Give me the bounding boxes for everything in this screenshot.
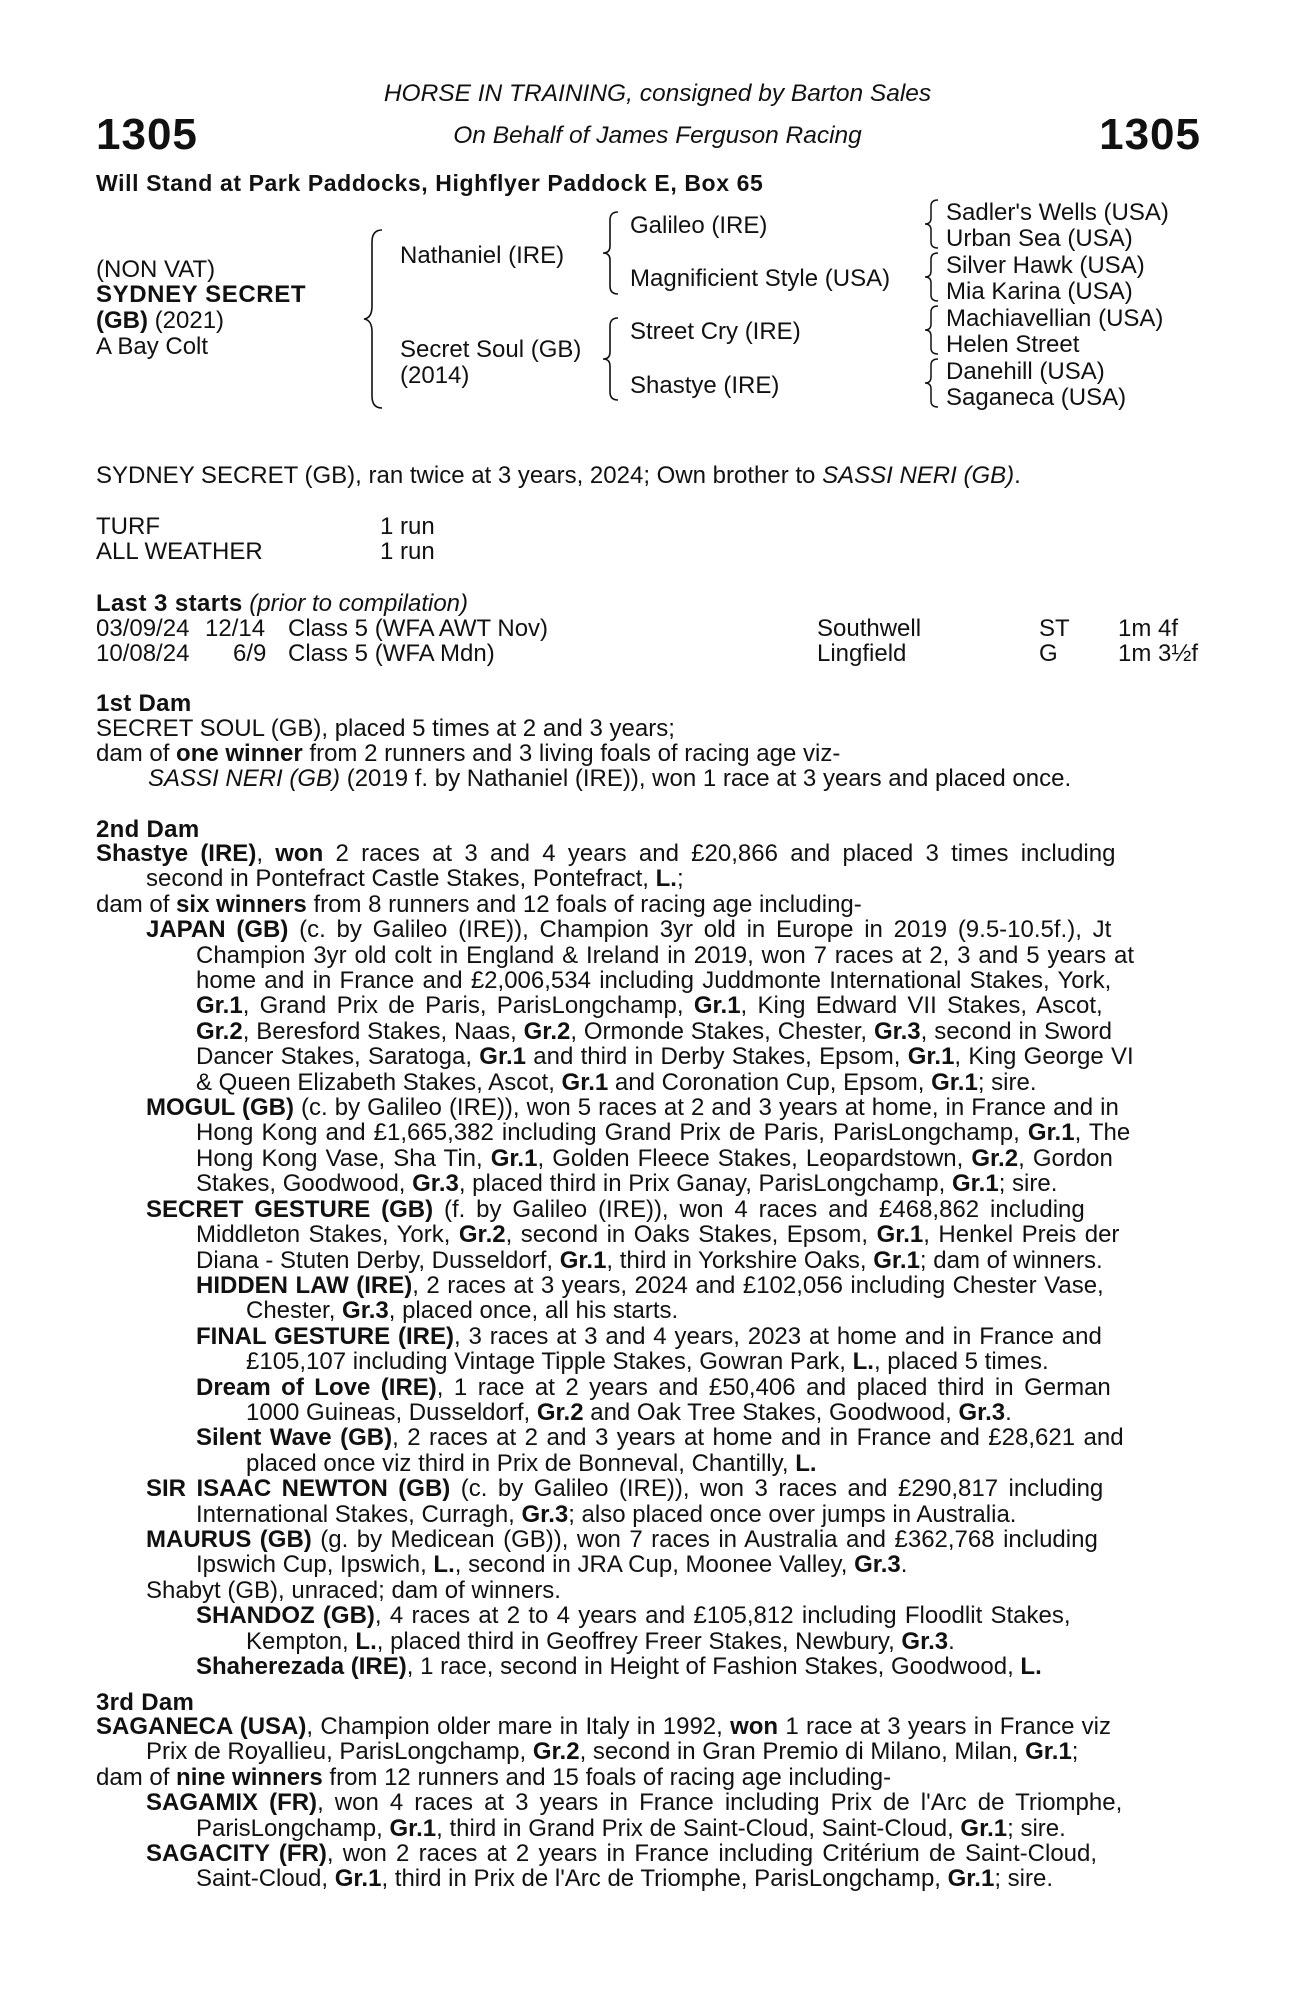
progeny-mogul-cont: Hong Kong Vase, Sha Tin, Gr.1, Golden Fleece Stakes, Leopardstown, Gr.2, Gordon [196,1144,1113,1172]
progeny-japan-cont: Champion 3yr old colt in England & Ireland in 2019, won 7 races at 2, 3 and 5 years at [196,941,1135,969]
progeny-final-gesture-cont: £105,107 including Vintage Tipple Stakes, Gowran Park, L., placed 5 times. [246,1348,1049,1376]
pedigree-dam: Secret Soul (GB) [400,336,582,363]
produce-line: dam of six winners from 8 runners and 12 foals of racing age including- [96,890,862,918]
progeny-japan-cont: home and in France and £2,006,534 including Juddmonte International Stakes, York, [196,967,1112,995]
start-course: Southwell [817,615,922,642]
progeny-mogul-cont: Hong Kong and £1,665,382 including Grand Prix de Paris, ParisLongchamp, Gr.1, The [196,1119,1131,1147]
progeny-japan-cont: & Queen Elizabeth Stakes, Ascot, Gr.1 and Coronation Cup, Epsom, Gr.1; sire. [196,1068,1037,1096]
progeny-shaherezada: Shaherezada (IRE), 1 race, second in Height of Fashion Stakes, Goodwood, L. [196,1653,1042,1680]
last-starts-heading: Last 3 starts (prior to compilation) [96,590,469,617]
progeny-sir-isaac-newton: SIR ISAAC NEWTON (GB) (c. by Galileo (IRE)), won 3 races and £290,817 including [146,1475,1104,1503]
pedigree-sdd: Mia Karina (USA) [946,278,1133,305]
start-distance: 1m 3½f [1118,640,1199,667]
lot-number-right: 1305 [1099,110,1201,159]
progeny-secret-gesture: SECRET GESTURE (GB) (f. by Galileo (IRE)), won 4 races and £468,862 including [146,1195,1085,1223]
progeny-silent-wave: Silent Wave (GB), 2 races at 2 and 3 years at home and in France and £28,621 and [196,1424,1124,1452]
first-dam-heading: 1st Dam [96,690,192,717]
first-dam-line: SECRET SOUL (GB), placed 5 times at 2 and 3 years; [96,715,675,742]
pedigree-brace-ss [922,198,942,250]
start-class: Class 5 (WFA AWT Nov) [288,615,549,642]
pedigree-brace-sd [922,251,942,303]
progeny-maurus-cont: Ipswich Cup, Ipswich, L., second in JRA Cup, Moonee Valley, Gr.3. [196,1551,908,1579]
start-distance: 1m 4f [1118,615,1179,642]
third-dam-heading: 3rd Dam [96,1689,195,1716]
progeny-sagamix: SAGAMIX (FR), won 4 races at 3 years in France including Prix de l'Arc de Triomphe, [146,1789,1123,1817]
pedigree-dam-sire: Street Cry (IRE) [630,318,801,345]
pedigree-sds: Silver Hawk (USA) [946,252,1145,279]
progeny-japan-cont: Gr.2, Beresford Stakes, Naas, Gr.2, Ormonde Stakes, Chester, Gr.3, second in Sword [196,1017,1113,1045]
pedigree-entry-cont: second in Pontefract Castle Stakes, Pontefract, L.; [146,865,684,893]
pedigree-entry-cont: Prix de Royallieu, ParisLongchamp, Gr.2, second in Gran Premio di Milano, Milan, Gr.1; [146,1738,1079,1766]
consignor-line: On Behalf of James Ferguson Racing [453,122,862,149]
pedigree-sss: Sadler's Wells (USA) [946,199,1169,226]
progeny-japan-cont: Gr.1, Grand Prix de Paris, ParisLongchamp, Gr.1, King Edward VII Stakes, Ascot, [196,992,1103,1020]
progeny-silent-wave-cont: placed once viz third in Prix de Bonneval, Chantilly, L. [246,1449,817,1477]
start-position: 12/14 [205,615,266,642]
progeny-japan-cont: Dancer Stakes, Saratoga, Gr.1 and third in Derby Stakes, Epsom, Gr.1, King George VI [196,1043,1134,1071]
pedigree-entry: Shastye (IRE), won 2 races at 3 and 4 years and £20,866 and placed 3 times including [96,840,1116,867]
pedigree-brace-ds [922,304,942,356]
produce-line: dam of nine winners from 12 runners and 15 foals of racing age including- [96,1763,892,1791]
pedigree-ddd: Saganeca (USA) [946,384,1127,411]
progeny-shandoz: SHANDOZ (GB), 4 races at 2 to 4 years and £105,812 including Floodlit Stakes, [196,1602,1071,1630]
pedigree-dam-year: (2014) [400,362,470,389]
progeny-hidden-law: HIDDEN LAW (IRE), 2 races at 3 years, 2024 and £102,056 including Chester Vase, [196,1271,1104,1299]
progeny-mogul: MOGUL (GB) (c. by Galileo (IRE)), won 5 races at 2 and 3 years at home, in France and in [146,1094,1119,1122]
pedigree-dds: Danehill (USA) [946,358,1105,385]
run-surface-aw: ALL WEATHER [96,538,263,565]
progeny-sagacity: SAGACITY (FR), won 2 races at 2 years in France including Critérium de Saint-Cloud, [146,1840,1098,1868]
vat-status: (NON VAT) [96,256,216,283]
pedigree-brace-dam [600,316,622,402]
third-dam-body [96,1714,1200,1892]
start-course: Lingfield [817,640,907,667]
progeny-final-gesture: FINAL GESTURE (IRE), 3 races at 3 and 4 years, 2023 at home and in France and [196,1322,1102,1350]
progeny-hidden-law-cont: Chester, Gr.3, placed once, all his starts. [246,1297,679,1325]
lot-number-left: 1305 [96,110,198,159]
run-count-aw: 1 run [380,538,435,565]
run-surface-turf: TURF [96,513,160,540]
progeny-japan: JAPAN (GB) (c. by Galileo (IRE)), Champion 3yr old in Europe in 2019 (9.5-10.5f.), Jt [146,916,1112,944]
progeny-dream-of-love-cont: 1000 Guineas, Dusseldorf, Gr.2 and Oak Tree Stakes, Goodwood, Gr.3. [246,1398,1012,1426]
second-dam-heading: 2nd Dam [96,816,200,843]
start-class: Class 5 (WFA Mdn) [288,640,495,667]
start-date: 03/09/24 [96,615,190,642]
pedigree-sire-sire: Galileo (IRE) [630,212,768,239]
location-line: Will Stand at Park Paddocks, Highflyer Paddock E, Box 65 [96,170,764,196]
pedigree-dss: Machiavellian (USA) [946,305,1164,332]
pedigree-sire: Nathaniel (IRE) [400,242,565,269]
horse-origin: (GB) (2021) [96,307,225,334]
progeny-maurus: MAURUS (GB) (g. by Medicean (GB)), won 7 races in Australia and £362,768 including [146,1525,1098,1553]
start-going: ST [1039,615,1070,642]
start-going: G [1039,640,1058,667]
progeny-sagacity-cont: Saint-Cloud, Gr.1, third in Prix de l'Arc de Triomphe, ParisLongchamp, Gr.1; sire. [196,1865,1054,1893]
pedigree-sire-dam: Magnificient Style (USA) [630,265,891,292]
second-dam-body [96,841,1200,1679]
progeny-secret-gesture-cont: Middleton Stakes, York, Gr.2, second in Oaks Stakes, Epsom, Gr.1, Henkel Preis der [196,1221,1120,1249]
start-date: 10/08/24 [96,640,190,667]
progeny-sagamix-cont: ParisLongchamp, Gr.1, third in Grand Prix de Saint-Cloud, Saint-Cloud, Gr.1; sire. [196,1814,1066,1842]
pedigree-dam-dam: Shastye (IRE) [630,372,780,399]
first-dam-progeny: SASSI NERI (GB) (2019 f. by Nathaniel (IRE)), won 1 race at 3 years and placed once. [148,765,1072,792]
progeny-mogul-cont: Stakes, Goodwood, Gr.3, placed third in Prix Ganay, ParisLongchamp, Gr.1; sire. [196,1170,1058,1198]
first-dam-produce: dam of one winner from 2 runners and 3 living foals of racing age viz- [96,740,841,767]
horse-description: A Bay Colt [96,333,209,360]
pedigree-dsd: Helen Street [946,331,1080,358]
progeny-sir-isaac-newton-cont: International Stakes, Curragh, Gr.3; also placed once over jumps in Australia. [196,1500,1017,1528]
pedigree-brace-main [360,228,390,410]
pedigree-brace-sire [600,210,622,296]
start-position: 6/9 [233,640,267,667]
consignment-line: HORSE IN TRAINING, consigned by Barton Sales [383,80,932,107]
pedigree-ssd: Urban Sea (USA) [946,225,1133,252]
pedigree-entry: SAGANECA (USA), Champion older mare in Italy in 1992, won 1 race at 3 years in France viz [96,1713,1112,1740]
race-summary: SYDNEY SECRET (GB), ran twice at 3 years, 2024; Own brother to SASSI NERI (GB). [96,462,1021,489]
horse-name: SYDNEY SECRET [96,281,307,308]
progeny-shabyt: Shabyt (GB), unraced; dam of winners. [146,1576,561,1604]
run-count-turf: 1 run [380,513,435,540]
pedigree-brace-dd [922,357,942,409]
progeny-secret-gesture-cont: Diana - Stuten Derby, Dusseldorf, Gr.1, third in Yorkshire Oaks, Gr.1; dam of winners. [196,1246,1103,1274]
progeny-dream-of-love: Dream of Love (IRE), 1 race at 2 years and £50,406 and placed third in German [196,1373,1111,1401]
progeny-shandoz-cont: Kempton, L., placed third in Geoffrey Freer Stakes, Newbury, Gr.3. [246,1627,955,1655]
